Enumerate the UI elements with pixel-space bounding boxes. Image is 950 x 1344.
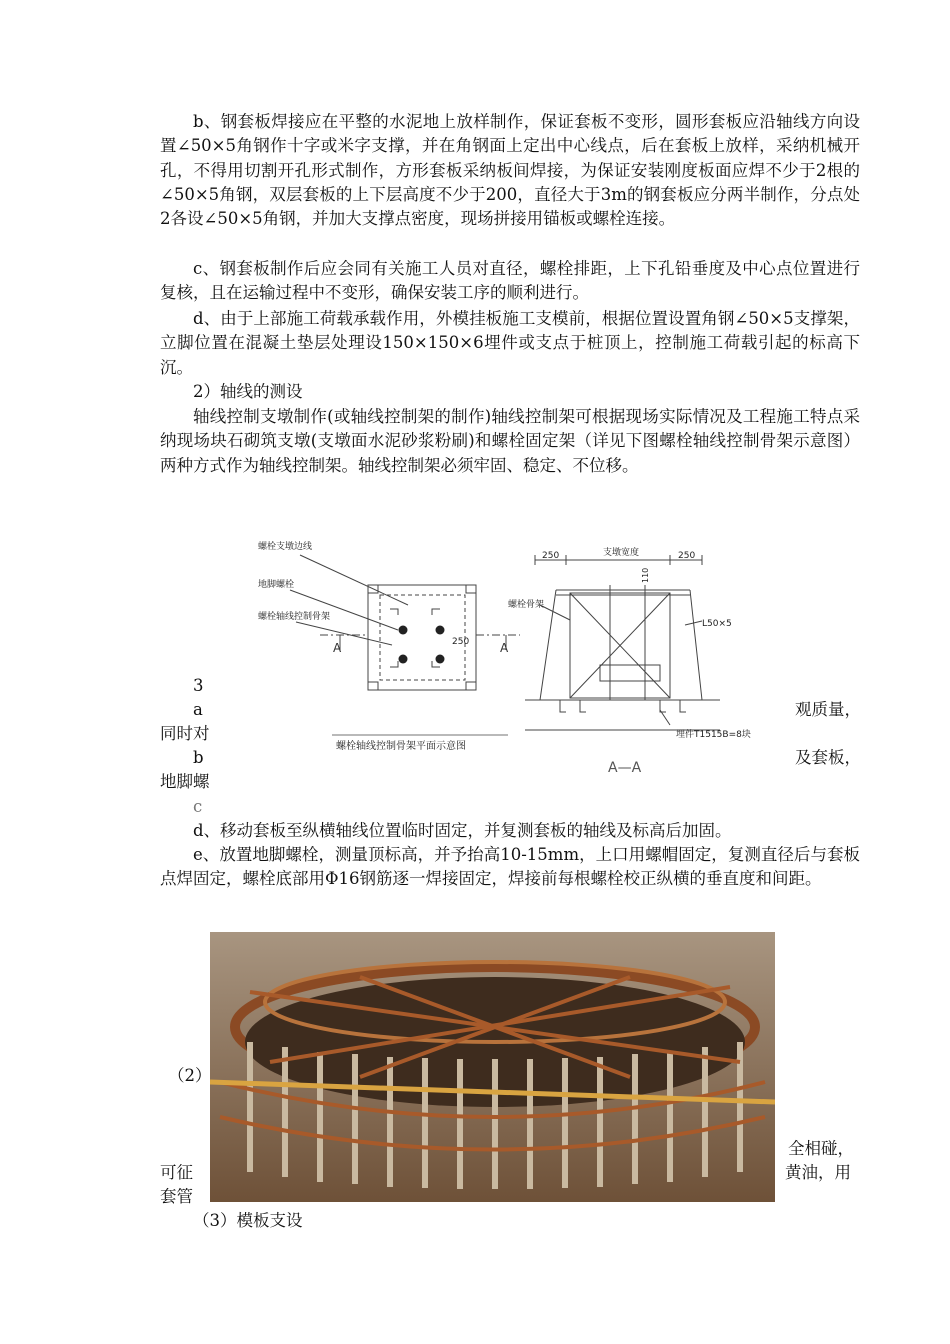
plan-caption: 螺栓轴线控制骨架平面示意图 — [336, 741, 466, 752]
section-label-a-left: A — [333, 641, 342, 655]
dim-110: 110 — [641, 567, 650, 583]
section-label-a-right: A — [500, 641, 509, 655]
fragment-tongshi: 同时对 — [160, 724, 210, 743]
fragment-pengzhuang: 全相碰， — [788, 1139, 854, 1158]
bolt-frame-figure — [240, 525, 780, 780]
label-angle: L50×5 — [702, 619, 732, 629]
section-heading-formwork: （3）模板支设 — [193, 1211, 303, 1230]
label-anchor: 地脚螺栓 — [258, 580, 295, 590]
fragment-3: 3 — [193, 676, 204, 695]
fragment-b: b — [193, 748, 204, 767]
fragment-taoguan: 套管 — [160, 1187, 193, 1206]
label-frame: 螺栓轴线控制骨架 — [258, 612, 331, 622]
dim-250-left: 250 — [542, 551, 560, 561]
construction-site-photo — [210, 932, 775, 1202]
section-heading-axis: 2）轴线的测设 — [193, 382, 303, 401]
paragraph-d: d、由于上部施工荷载承载作用，外模挂板施工支模前，根据位置设置角钢∠50×5支撑架，立脚位置在混凝土垫层处理设150×150×6埋件或支点于桩顶上，控制施工荷载引起的标高下沉。 — [160, 309, 860, 377]
fragment-kezheng: 可征 — [160, 1163, 193, 1182]
paragraph-e: e、放置地脚螺栓，测量顶标高，并予抬高10-15mm，上口用螺帽固定，复测直径后与套板点焊固定，螺栓底部用Φ16钢筋逐一焊接固定，焊接前每根螺栓校正纵横的垂直度和间距。 — [160, 845, 860, 889]
label-bolt-frame: 螺栓骨架 — [508, 600, 545, 610]
fragment-quality: 观质量， — [795, 700, 861, 719]
paragraph-c: c、钢套板制作后应会同有关施工人员对直径，螺栓排距，上下孔铅垂度及中心点位置进行复核，且在运输过程中不变形，确保安装工序的顺利进行。 — [160, 259, 860, 303]
fragment-dijiao: 地脚螺 — [160, 772, 210, 791]
paragraph-b: b、钢套板焊接应在平整的水泥地上放样制作，保证套板不变形，圆形套板应沿轴线方向设置∠50×5角钢作十字或米字支撑，并在角钢面上定出中心线点，后在套板上放样，采纳机械开孔，不得用切割开孔形式制作，方形套板采纳板间焊接，为保证安装刚度板面应焊不少于2根的∠50×5角钢，双层套板的上下层高度不少于200，直径大于3m的钢套板应分两半制作，分点处2各设∠50×5角钢，并加大支撑点密度，现场拼接用锚板或螺栓连接。 — [160, 112, 860, 229]
label-embed: 埋件T1515B=8块 — [676, 730, 751, 740]
fragment-taoban: 及套板， — [795, 748, 861, 767]
paragraph-move: d、移动套板至纵横轴线位置临时固定，并复测套板的轴线及标高后加固。 — [193, 821, 732, 840]
fragment-c-hidden: c — [193, 797, 203, 816]
paragraph-axis: 轴线控制支墩制作(或轴线控制架的制作)轴线控制架可根据现场实际情况及工程施工特点采纳现场块石砌筑支墩(支墩面水泥砂浆粉刷)和螺栓固定架（详见下图螺栓轴线控制骨架示意图）两种方式作为轴线控制架。轴线控制架必须牢固、稳定、不位移。 — [160, 407, 860, 475]
fragment-huangyou: 黄油，用 — [785, 1163, 851, 1182]
label-edge: 螺栓支墩边线 — [258, 542, 313, 552]
dim-250-right: 250 — [678, 551, 696, 561]
fragment-2: （2） — [168, 1066, 212, 1085]
dim-250-plan: 250 — [452, 637, 470, 647]
dim-width: 支墩宽度 — [603, 548, 640, 558]
fragment-a: a — [193, 700, 203, 719]
section-caption: A—A — [608, 760, 642, 776]
